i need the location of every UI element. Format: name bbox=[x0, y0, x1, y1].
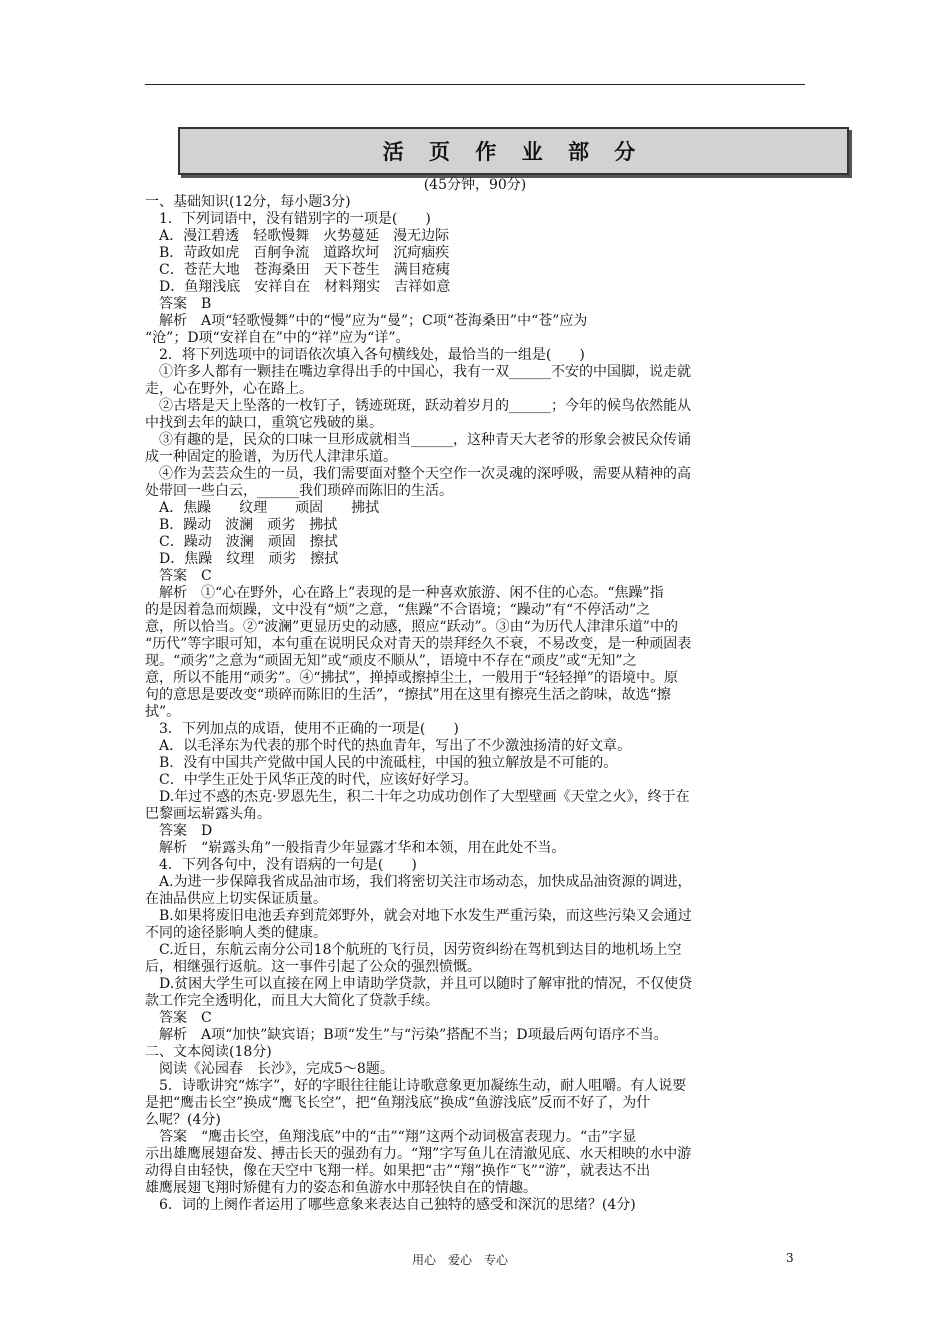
text-line: 款工作完全透明化，而且大大简化了贷款手续。 bbox=[145, 993, 439, 1009]
text-line: A．漫江碧透 轻歌慢舞 火势蔓延 漫无边际 bbox=[145, 228, 450, 244]
section-banner bbox=[178, 127, 849, 175]
text-line: 拭”。 bbox=[145, 704, 181, 720]
text-line: 1．下列词语中，没有错别字的一项是( ) bbox=[145, 211, 431, 227]
text-line: 6．词的上阕作者运用了哪些意象来表达自己独特的感受和深沉的思绪？(4分) bbox=[145, 1197, 636, 1213]
time-score-note: (45分钟，90分) bbox=[423, 177, 527, 193]
text-line: 的是因着急而烦躁，文中没有“烦”之意，“焦躁”不合语境；“躁动”有“不停活动”之 bbox=[145, 602, 651, 618]
text-line: 意，所以不能用“顽劣”。④“拂拭”，掸掉或擦掉尘土，一般用于“轻轻掸”的语境中。原 bbox=[145, 670, 678, 686]
text-line: C．躁动 波澜 顽固 擦拭 bbox=[145, 534, 338, 550]
text-line: “历代”等字眼可知，本句重在说明民众对青天的崇拜经久不衰，不易改变，是一种顽固表 bbox=[145, 636, 692, 652]
text-line: D．鱼翔浅底 安祥自在 材料翔实 吉祥如意 bbox=[145, 279, 451, 295]
text-line: 答案 C bbox=[145, 1010, 212, 1026]
document-body bbox=[145, 194, 813, 1214]
text-line: 后，相继强行返航。这一事件引起了公众的强烈愤慨。 bbox=[145, 959, 481, 975]
text-line: B．躁动 波澜 顽劣 拂拭 bbox=[145, 517, 338, 533]
text-line: 答案 C bbox=[145, 568, 212, 584]
text-line: A．以毛泽东为代表的那个时代的热血青年，写出了不少激浊扬清的好文章。 bbox=[145, 738, 632, 754]
text-line: 4．下列各句中，没有语病的一句是( ) bbox=[145, 857, 417, 873]
text-line: 示出雄鹰展翅奋发、搏击长天的强劲有力。“翔”字写鱼儿在清澈见底、水天相映的水中游 bbox=[145, 1146, 692, 1162]
text-line: 二、文本阅读(18分) bbox=[145, 1044, 272, 1060]
text-line: 雄鹰展翅飞翔时矫健有力的姿态和鱼游水中那轻快自在的情趣。 bbox=[145, 1180, 537, 1196]
header-rule bbox=[145, 84, 805, 85]
text-line: C.近日，东航云南分公司18个航班的飞行员，因劳资纠纷在驾机到达目的地机场上空 bbox=[145, 942, 682, 958]
text-line: D.贫困大学生可以直接在网上申请助学贷款，并且可以随时了解审批的情况，不仅使贷 bbox=[145, 976, 693, 992]
text-line: ②古塔是天上坠落的一枚钉子，锈迹斑斑，跃动着岁月的______；今年的候鸟依然能从 bbox=[145, 398, 691, 414]
page-number: 3 bbox=[786, 1251, 794, 1265]
text-line: B．苛政如虎 百舸争流 道路坎坷 沉疴痼疾 bbox=[145, 245, 450, 261]
text-line: ④作为芸芸众生的一员，我们需要面对整个天空作一次灵魂的深呼吸，需要从精神的高 bbox=[145, 466, 691, 482]
text-line: 现。“顽劣”之意为“顽固无知”或“顽皮不顺从”，语境中不存在“顽皮”或“无知”之 bbox=[145, 653, 637, 669]
text-line: 句的意思是要改变“琐碎而陈旧的生活”，“擦拭”用在这里有擦亮生活之韵味，故选“擦 bbox=[145, 687, 671, 703]
text-line: 解析 ①“心在野外，心在路上”表现的是一种喜欢旅游、闲不住的心态。“焦躁”指 bbox=[145, 585, 664, 601]
text-line: 答案 B bbox=[145, 296, 212, 312]
text-line: 解析 A项“轻歌慢舞”中的“慢”应为“曼”；C项“苍海桑田”中“苍”应为 bbox=[145, 313, 588, 329]
text-line: D．焦躁 纹理 顽劣 擦拭 bbox=[145, 551, 339, 567]
text-line: 不同的途径影响人类的健康。 bbox=[145, 925, 327, 941]
text-line: 巴黎画坛崭露头角。 bbox=[145, 806, 271, 822]
text-line: 解析 A项“加快”缺宾语；B项“发生”与“污染”搭配不当；D项最后两句语序不当。 bbox=[145, 1027, 668, 1043]
text-line: 解析 “崭露头角”一般指青少年显露才华和本领，用在此处不当。 bbox=[145, 840, 566, 856]
text-line: 答案 “鹰击长空，鱼翔浅底”中的“击”“翔”这两个动词极富表现力。“击”字显 bbox=[145, 1129, 637, 1145]
text-line: 2．将下列选项中的词语依次填入各句横线处，最恰当的一组是( ) bbox=[145, 347, 585, 363]
text-line: C．中学生正处于风华正茂的时代，应该好好学习。 bbox=[145, 772, 478, 788]
text-line: A．焦躁 纹理 顽固 拂拭 bbox=[145, 500, 380, 516]
text-line: B.如果将废旧电池丢弃到荒郊野外，就会对地下水发生严重污染，而这些污染又会通过 bbox=[145, 908, 692, 924]
text-line: 走，心在野外，心在路上。 bbox=[145, 381, 313, 397]
text-line: 成一种固定的脸谱，为历代人津津乐道。 bbox=[145, 449, 397, 465]
text-line: A.为进一步保障我省成品油市场，我们将密切关注市场动态，加快成品油资源的调进， bbox=[145, 874, 692, 890]
text-line: 5．诗歌讲究“炼字”，好的字眼往往能让诗歌意象更加凝练生动，耐人咀嚼。有人说要 bbox=[145, 1078, 687, 1094]
text-line: 中找到去年的缺口，重筑它残破的巢。 bbox=[145, 415, 383, 431]
text-line: 动得自由轻快，像在天空中飞翔一样。如果把“击”“翔”换作“飞”“游”，就表达不出 bbox=[145, 1163, 651, 1179]
text-line: D.年过不惑的杰克·罗恩先生，积二十年之功成功创作了大型壁画《天堂之火》，终于在 bbox=[145, 789, 690, 805]
text-line: 一、基础知识(12分，每小题3分) bbox=[145, 194, 351, 210]
text-line: 处带回一些白云，______我们琐碎而陈旧的生活。 bbox=[145, 483, 453, 499]
text-line: C．苍茫大地 苍海桑田 天下苍生 满目疮痍 bbox=[145, 262, 450, 278]
text-line: B．没有中国共产党做中国人民的中流砥柱，中国的独立解放是不可能的。 bbox=[145, 755, 618, 771]
text-line: ①许多人都有一颗挂在嘴边拿得出手的中国心，我有一双______不安的中国脚，说走就 bbox=[145, 364, 691, 380]
text-line: 意，所以恰当。②“波澜”更显历史的动感，照应“跃动”。③由“为历代人津津乐道”中的 bbox=[145, 619, 678, 635]
text-line: 3．下列加点的成语，使用不正确的一项是( ) bbox=[145, 721, 459, 737]
text-line: 阅读《沁园春 长沙》，完成5～8题。 bbox=[145, 1061, 394, 1077]
text-line: 在油品供应上切实保证质量。 bbox=[145, 891, 327, 907]
footer-motto: 用心 爱心 专心 bbox=[411, 1253, 508, 1267]
text-line: 么呢？(4分) bbox=[145, 1112, 221, 1128]
banner-title: 活 页 作 业 部 分 bbox=[382, 140, 645, 164]
text-line: ③有趣的是，民众的口味一旦形成就相当______，这种青天大老爷的形象会被民众传诵 bbox=[145, 432, 691, 448]
text-line: “沧”；D项“安祥自在”中的“祥”应为“详”。 bbox=[145, 330, 410, 346]
text-line: 是把“鹰击长空”换成“鹰飞长空”，把“鱼翔浅底”换成“鱼游浅底”反而不好了，为什 bbox=[145, 1095, 651, 1111]
text-line: 答案 D bbox=[145, 823, 213, 839]
